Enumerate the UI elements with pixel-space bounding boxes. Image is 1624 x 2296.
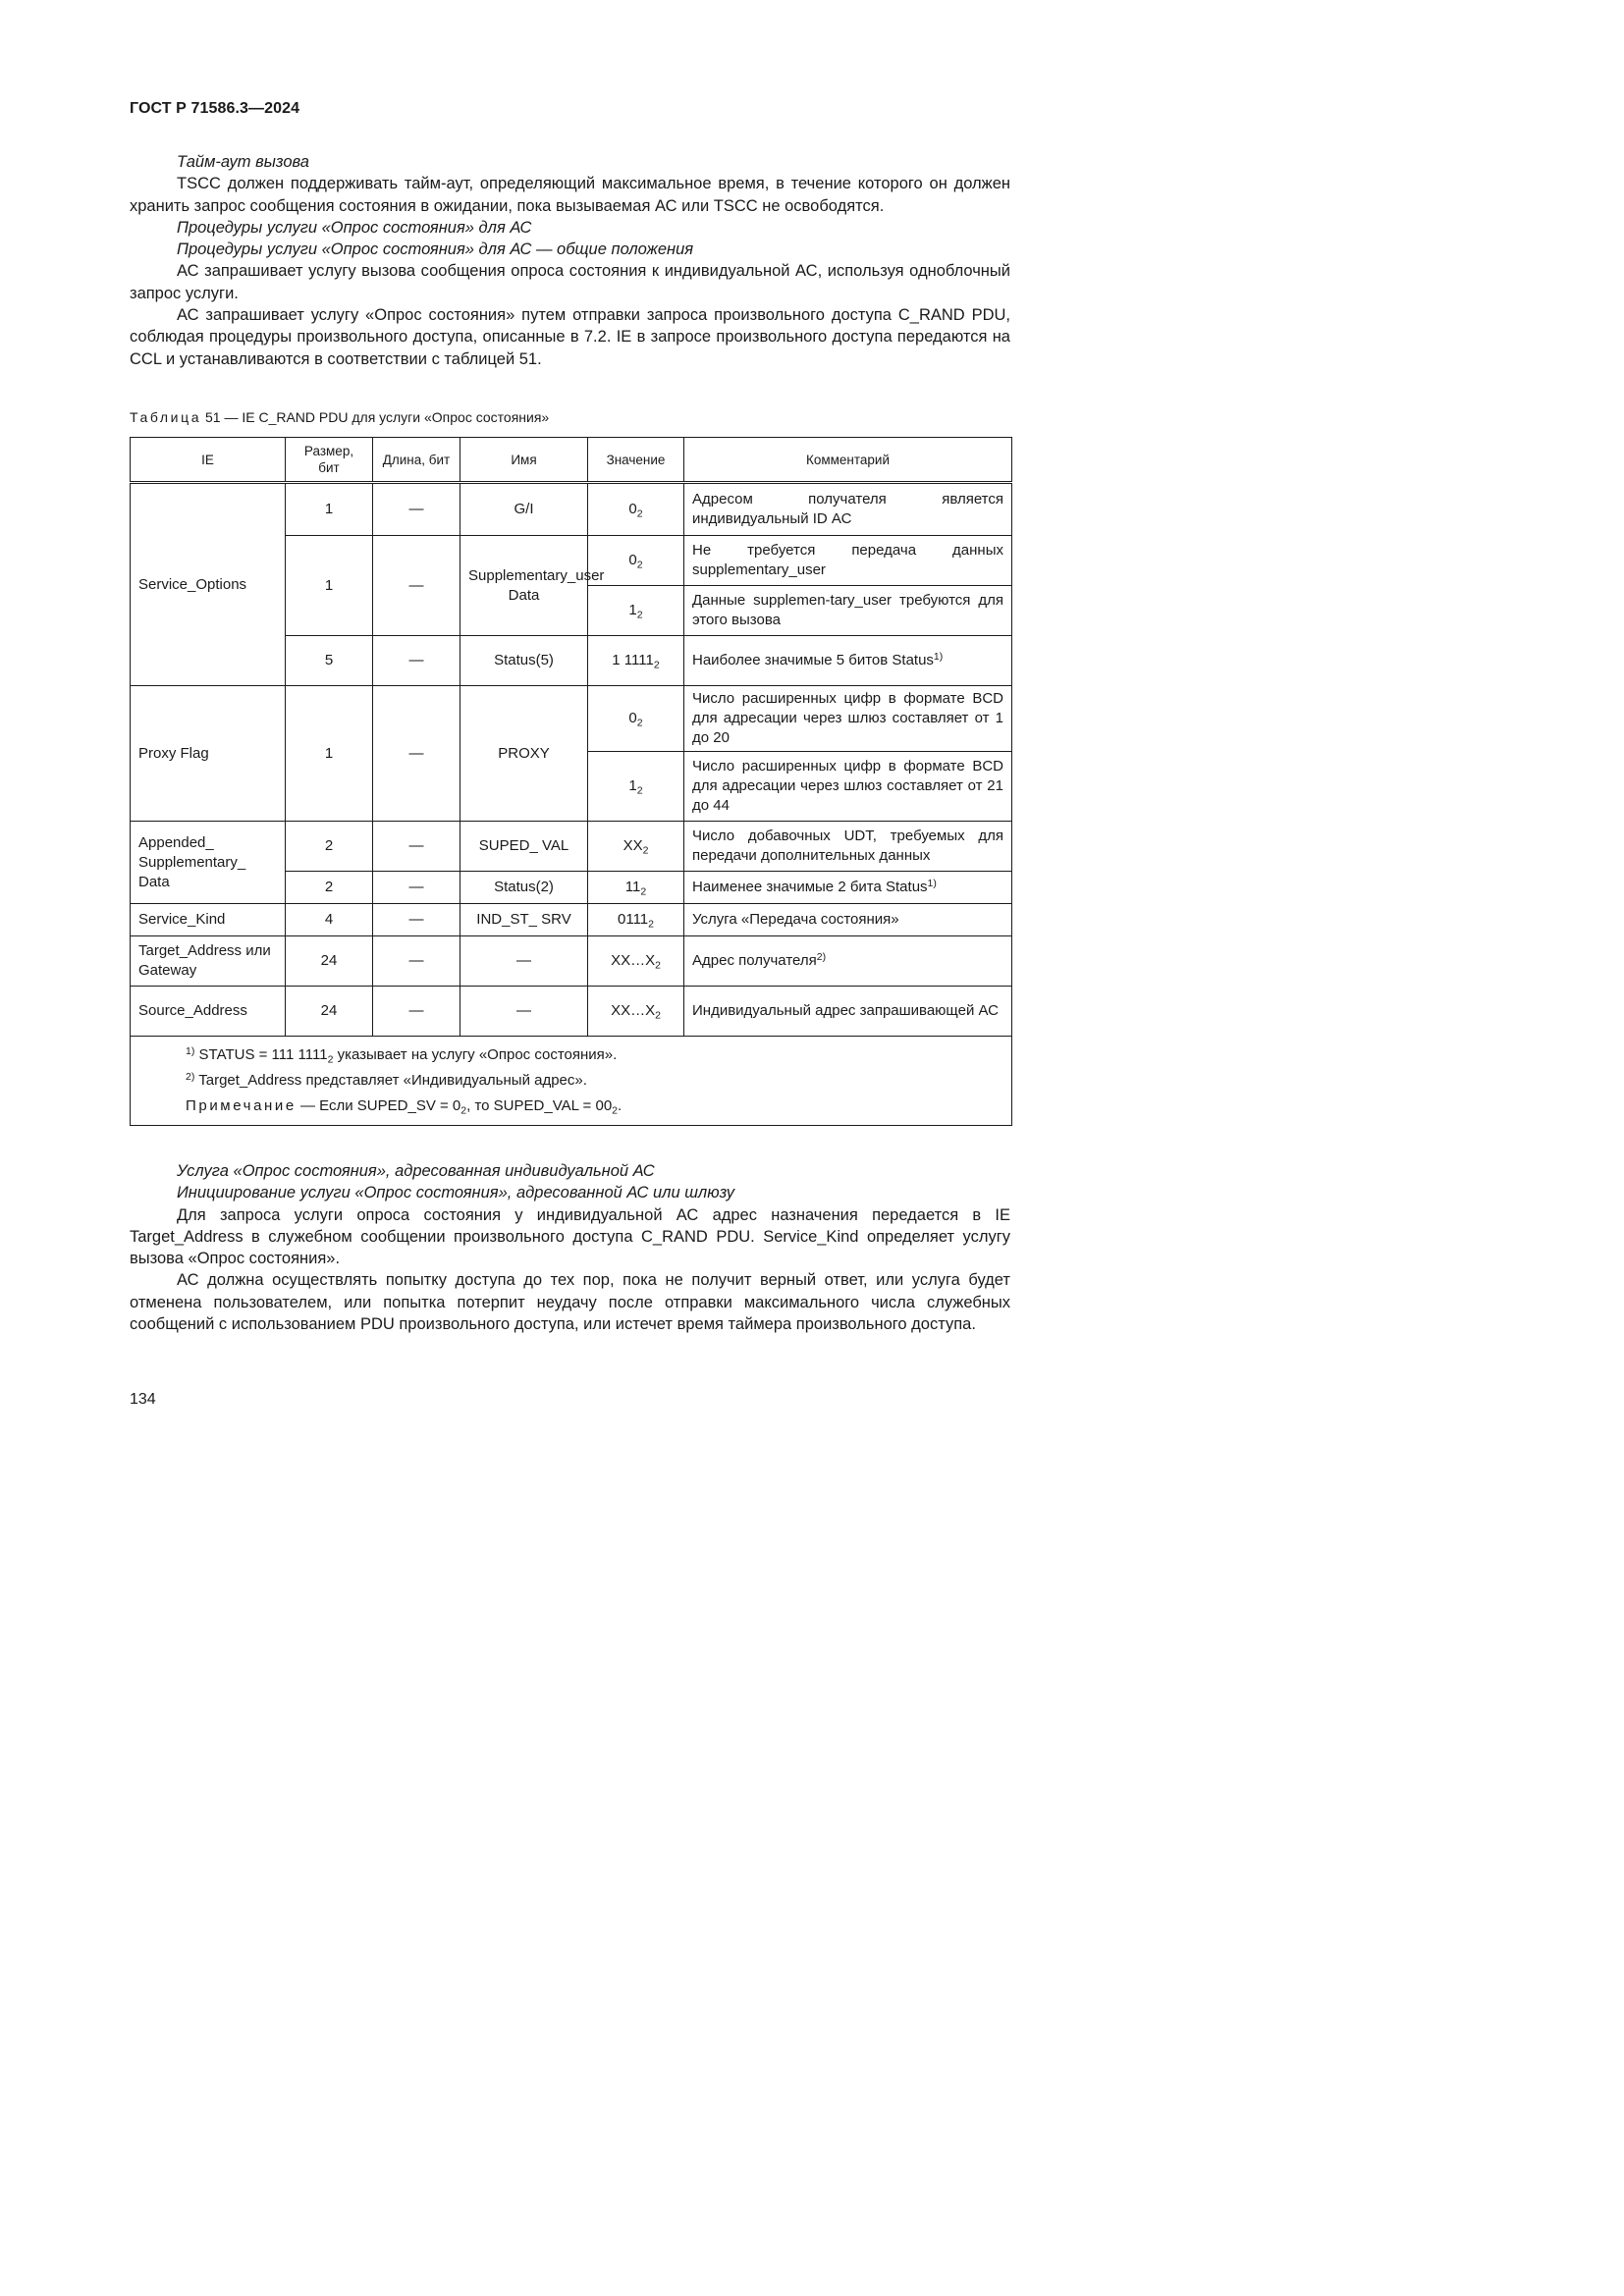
cell-size: 1: [286, 483, 373, 536]
cell-value: $XX\dots X_2$: [588, 936, 684, 987]
cell-value: $0_2$: [588, 483, 684, 536]
cell-name: Status(5): [460, 636, 588, 686]
cell-name: IND_ST_ SRV: [460, 904, 588, 936]
cell-comment: Адресом получателя является индивидуальный ID АС: [684, 483, 1012, 536]
table-row: [131, 822, 1012, 872]
cell-value: $11_2$: [588, 872, 684, 904]
cell-name: Supplementary_user Data: [460, 536, 588, 636]
footnote-2: $^{2)}$ Target_Address представляет «Индивидуальный адрес».: [186, 1070, 587, 1089]
cell-ie: Service_Options: [131, 483, 286, 686]
cell-name: G/I: [460, 483, 588, 536]
cell-comment: Индивидуальный адрес запрашивающей АС: [684, 987, 1012, 1037]
table-notes: [131, 1037, 1012, 1126]
cell-size: 2: [286, 872, 373, 904]
cell-length: —: [373, 822, 460, 872]
paragraph: TSCC должен поддерживать тайм-аут, определяющий максимальное время, в течение которого он должен хранить запрос сообщения состояния в ожидании, пока вызываемая АС или TSCC не освободятся.: [130, 175, 1010, 215]
heading-general: Процедуры услуги «Опрос состояния» для АС — общие положения: [177, 240, 694, 259]
paragraph: АС запрашивает услугу «Опрос состояния» путем отправки запроса произвольного доступа C_RAND PDU, соблюдая процедуры произвольного доступа, описанные в 7.2. IE в запросе произвольного доступа передаются на CCL и устанавливаются в соответствии с таблицей 51.: [130, 306, 1010, 368]
header-comment: Комментарий: [684, 438, 1012, 483]
cell-comment: Число добавочных UDT, требуемых для передачи дополнительных данных: [684, 822, 1012, 872]
ie-table: [130, 437, 1012, 1126]
cell-name: Status(2): [460, 872, 588, 904]
heading-individual: Услуга «Опрос состояния», адресованная индивидуальной АС: [177, 1162, 655, 1180]
table-row: [131, 904, 1012, 936]
cell-comment: Услуга «Передача состояния»: [684, 904, 1012, 936]
cell-value: $0111_2$: [588, 904, 684, 936]
cell-comment: Число расширенных цифр в формате BCD для адресации через шлюз составляет от 21 до 44: [684, 752, 1012, 822]
header-name: Имя: [460, 438, 588, 483]
caption-label: Таблица: [130, 409, 202, 425]
table-notes-row: [131, 1037, 1012, 1126]
cell-value: $1_2$: [588, 586, 684, 636]
table-row: [131, 987, 1012, 1037]
table-row: [131, 483, 1012, 536]
cell-length: —: [373, 536, 460, 636]
cell-size: 24: [286, 987, 373, 1037]
cell-length: —: [373, 686, 460, 822]
cell-comment: Не требуется передача данных supplementary_user: [684, 536, 1012, 586]
heading-initiation: Инициирование услуги «Опрос состояния», адресованной АС или шлюзу: [177, 1184, 734, 1202]
header-ie: IE: [131, 438, 286, 483]
cell-value: 1 $1111_2$: [588, 636, 684, 686]
table-row: [131, 936, 1012, 987]
paragraph: АС должна осуществлять попытку доступа до тех пор, пока не получит верный ответ, или услуга будет отменена пользователем, или попытка потерпит неудачу после отправки максимального числа служебных сообщений с использованием PDU произвольного доступа, или истечет время таймера произвольного доступа.: [130, 1271, 1010, 1334]
cell-comment: Адрес получателя$^{2)}$: [684, 936, 1012, 987]
cell-size: 24: [286, 936, 373, 987]
heading-timeout: Тайм-аут вызова: [177, 153, 309, 171]
document-header: ГОСТ Р 71586.3—2024: [130, 100, 300, 117]
cell-comment: Число расширенных цифр в формате BCD для адресации через шлюз составляет от 1 до 20: [684, 686, 1012, 752]
cell-length: —: [373, 987, 460, 1037]
cell-name: SUPED_ VAL: [460, 822, 588, 872]
cell-size: 1: [286, 536, 373, 636]
cell-length: —: [373, 636, 460, 686]
cell-size: 4: [286, 904, 373, 936]
cell-ie: Proxy Flag: [131, 686, 286, 822]
header-length: Длина, бит: [373, 438, 460, 483]
cell-ie: Service_Kind: [131, 904, 286, 936]
header-value: Значение: [588, 438, 684, 483]
cell-size: 5: [286, 636, 373, 686]
table-caption: [130, 408, 549, 426]
footnote-1: $^{1)}$ STATUS = 111 $1111_2$ указывает на услугу «Опрос состояния».: [186, 1044, 618, 1066]
page-number: 134: [130, 1391, 156, 1408]
cell-name: —: [460, 936, 588, 987]
heading-procedures: Процедуры услуги «Опрос состояния» для АС: [177, 218, 532, 237]
cell-comment: Наиболее значимые 5 битов Status$^{1)}$: [684, 636, 1012, 686]
cell-name: PROXY: [460, 686, 588, 822]
cell-value: $0_2$: [588, 686, 684, 752]
cell-value: $XX_2$: [588, 822, 684, 872]
cell-length: —: [373, 872, 460, 904]
cell-ie: Appended_ Supplementary_ Data: [131, 822, 286, 904]
cell-length: —: [373, 936, 460, 987]
table-header-row: [131, 438, 1012, 483]
intro-text: [130, 151, 1010, 370]
cell-size: 2: [286, 822, 373, 872]
cell-value: $1_2$: [588, 752, 684, 822]
cell-name: —: [460, 987, 588, 1037]
paragraph: Для запроса услуги опроса состояния у индивидуальной АС адрес назначения передается в IE Target_Address в служебном сообщении произвольного доступа C_RAND PDU. Service_Kind определяет услугу вызова «Опрос состояния».: [130, 1205, 1010, 1268]
header-size: Размер, бит: [286, 438, 373, 483]
cell-comment: Наименее значимые 2 бита Status$^{1)}$: [684, 872, 1012, 904]
cell-length: —: [373, 483, 460, 536]
paragraph: АС запрашивает услугу вызова сообщения опроса состояния к индивидуальной АС, используя одноблочный запрос услуги.: [130, 262, 1010, 302]
table-row: [131, 686, 1012, 752]
cell-ie: Target_Address или Gateway: [131, 936, 286, 987]
outro-text: [130, 1160, 1010, 1335]
cell-ie: Source_Address: [131, 987, 286, 1037]
caption-text: 51 — IE C_RAND PDU для услуги «Опрос состояния»: [201, 409, 550, 425]
cell-length: —: [373, 904, 460, 936]
cell-value: $XX\dots X_2$: [588, 987, 684, 1037]
cell-value: $0_2$: [588, 536, 684, 586]
cell-comment: Данные supplemen-tary_user требуются для этого вызова: [684, 586, 1012, 636]
table-note: Примечание — Если SUPED_SV = $0_2$, то SUPED_VAL = $00_2$.: [186, 1097, 623, 1117]
cell-size: 1: [286, 686, 373, 822]
